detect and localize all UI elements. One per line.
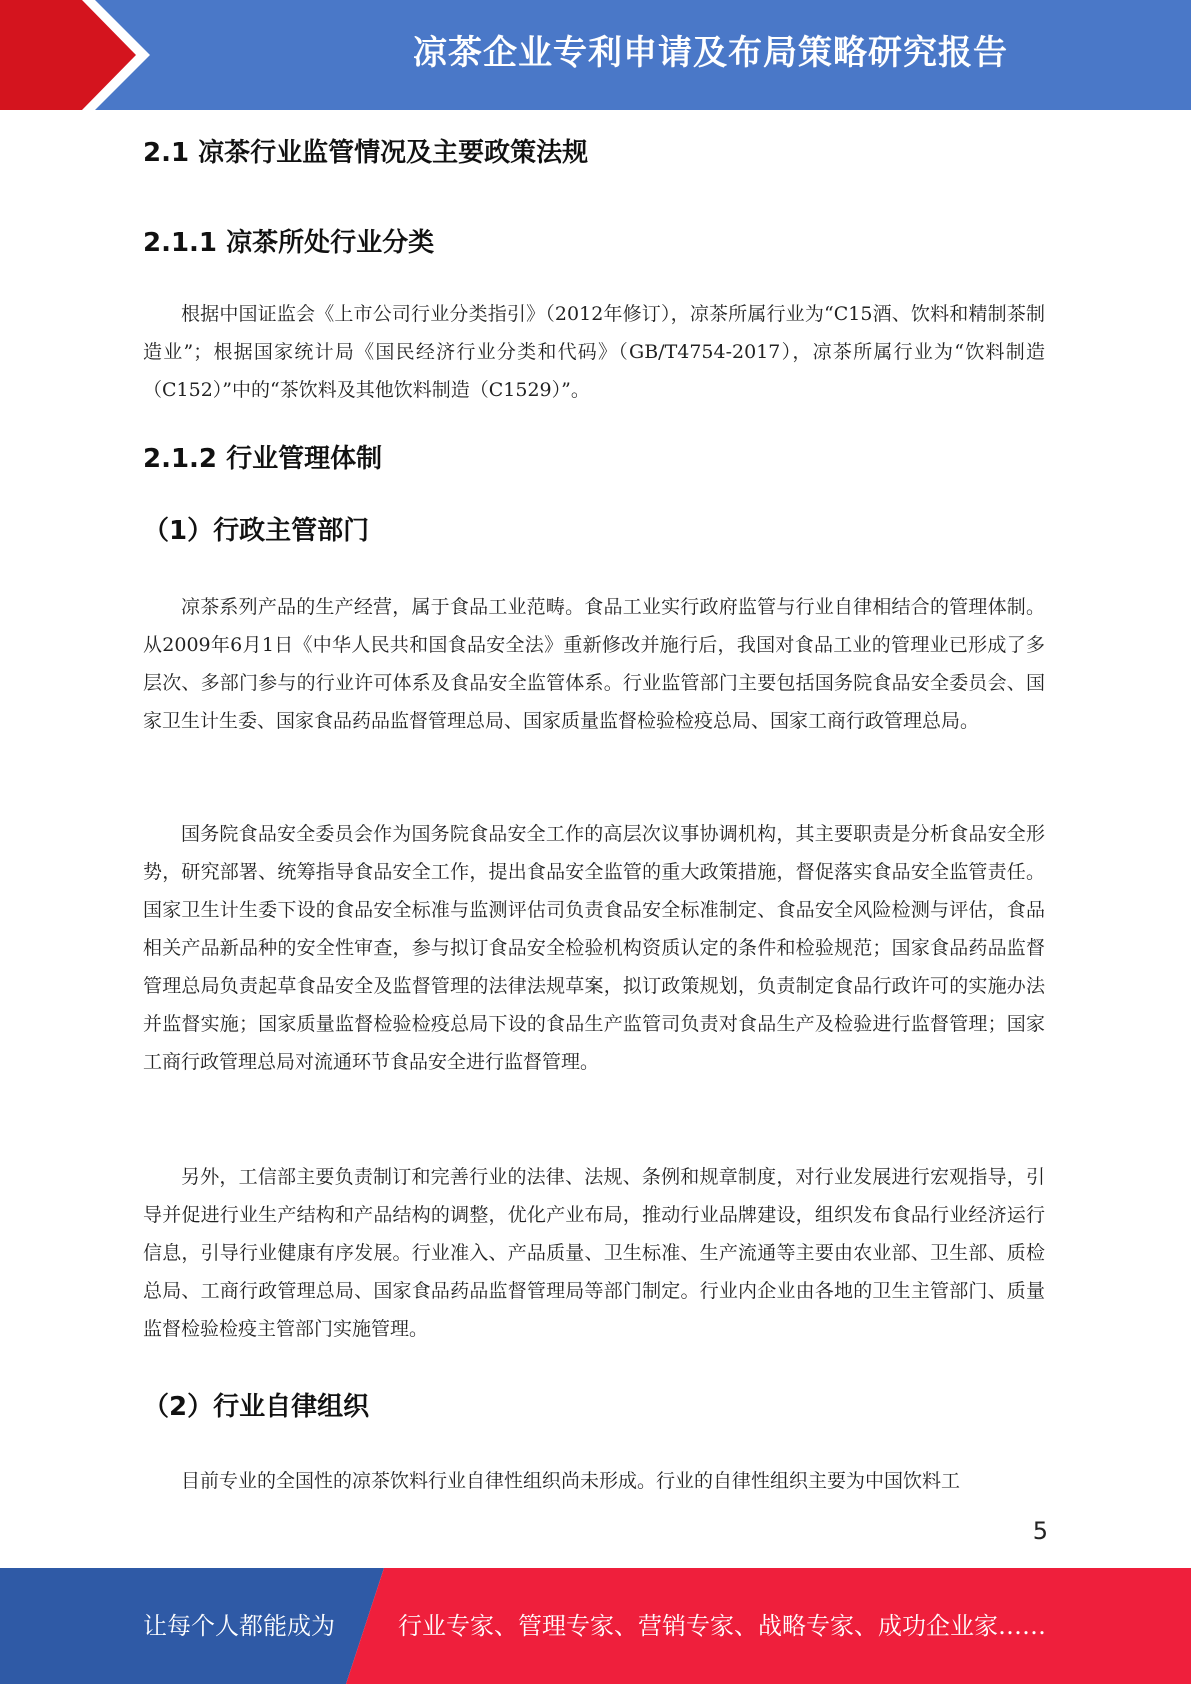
- paragraph-self-regulatory-org: 目前专业的全国性的凉茶饮料行业自律性组织尚未形成。行业的自律性组织主要为中国饮料工: [181, 1470, 961, 1492]
- paragraph-miit-responsibilities: 另外，工信部主要负责制订和完善行业的法律、法规、条例和规章制度，对行业发展进行宏观指导，引导并促进行业生产结构和产品结构的调整，优化产业布局，推动行业品牌建设，组织发布食品行业经济运行信息，引导行业健康有序发展。行业准入、产品质量、卫生标准、生产流通等主要由农业部、卫生部、质检总局、工商行政管理总局、国家食品药品监督管理局等部门制定。行业内企业由各地的卫生主管部门、质量监督检验检疫主管部门实施管理。: [143, 1166, 1045, 1340]
- heading-2-1: 2.1 凉茶行业监管情况及主要政策法规: [143, 138, 589, 168]
- paragraph-industry-classification: 根据中国证监会《上市公司行业分类指引》（2012年修订），凉茶所属行业为“C15酒、饮料和精制茶制造业”；根据国家统计局《国民经济行业分类和代码》（GB/T4754-2017），凉茶所属行业为“饮料制造（C152）”中的“茶饮料及其他饮料制造（C1529）”。: [143, 303, 1045, 401]
- footer-slogan-right: 行业专家、管理专家、营销专家、战略专家、成功企业家……: [398, 1612, 1046, 1640]
- header-red-chevron: [0, 0, 136, 110]
- heading-admin-department: （1）行政主管部门: [143, 516, 370, 546]
- paragraph-food-safety-committee: 国务院食品安全委员会作为国务院食品安全工作的高层次议事协调机构，其主要职责是分析食品安全形势，研究部署、统筹指导食品安全工作，提出食品安全监管的重大政策措施，督促落实食品安全监管责任。国家卫生计生委下设的食品安全标准与监测评估司负责食品安全标准制定、食品安全风险检测与评估，食品相关产品新品种的安全性审查，参与拟订食品安全检验机构资质认定的条件和检验规范；国家食品药品监督管理总局负责起草食品安全及监督管理的法律法规草案，拟订政策规划，负责制定食品行政许可的实施办法并监督实施；国家质量监督检验检疫总局下设的食品生产监管司负责对食品生产及检验进行监督管理；国家工商行政管理总局对流通环节食品安全进行监督管理。: [143, 823, 1045, 1073]
- report-title: 凉茶企业专利申请及布局策略研究报告: [413, 33, 1008, 73]
- page-number: 5: [1032, 1517, 1048, 1545]
- page-header: [0, 0, 1191, 110]
- paragraph-management-system: 凉茶系列产品的生产经营，属于食品工业范畴。食品工业实行政府监管与行业自律相结合的管理体制。从2009年6月1日《中华人民共和国食品安全法》重新修改并施行后，我国对食品工业的管理业已形成了多层次、多部门参与的行业许可体系及食品安全监管体系。行业监管部门主要包括国务院食品安全委员会、国家卫生计生委、国家食品药品监督管理总局、国家质量监督检验检疫总局、国家工商行政管理总局。: [143, 596, 1045, 732]
- heading-2-1-2: 2.1.2 行业管理体制: [143, 444, 383, 474]
- page-footer: [0, 1568, 1191, 1684]
- heading-2-1-1: 2.1.1 凉茶所处行业分类: [143, 228, 435, 258]
- footer-slogan-left: 让每个人都能成为: [143, 1612, 335, 1640]
- heading-self-regulatory-org: （2）行业自律组织: [143, 1392, 370, 1422]
